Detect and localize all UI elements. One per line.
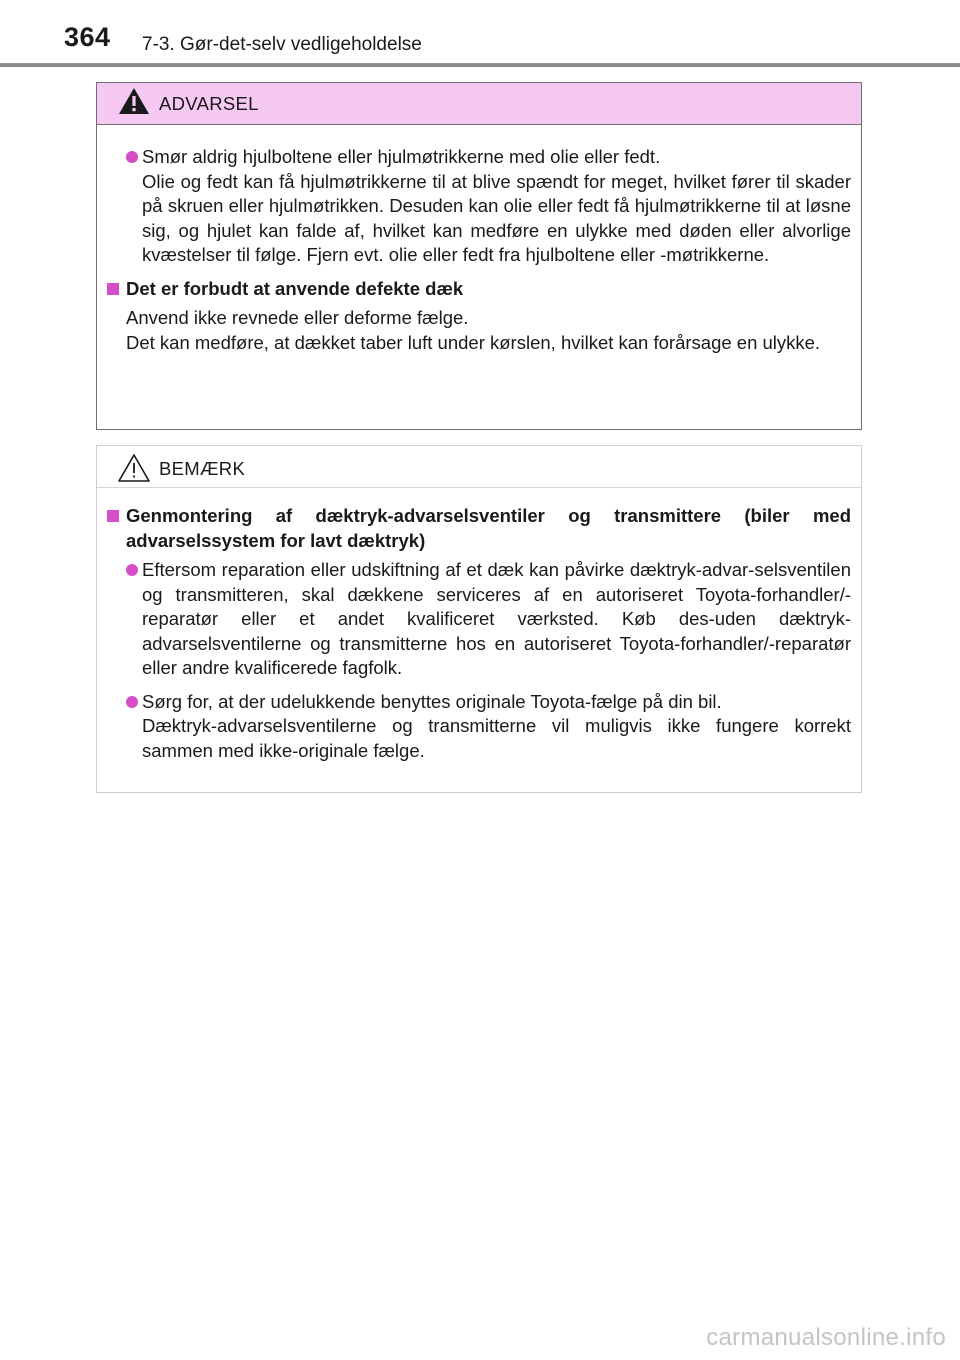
warning-sub-line2: Det kan medføre, at dækket taber luft under kørslen, hvilket kan forårsage en ulykke. — [126, 331, 821, 353]
warning-subheading-text: Det er forbudt at anvende defekte dæk — [126, 277, 464, 299]
square-bullet-icon — [107, 510, 119, 522]
warning-triangle-icon — [117, 86, 151, 116]
warning-sub-line1: Anvend ikke revnede eller deforme fælge. — [126, 307, 469, 328]
square-bullet-icon — [107, 283, 119, 295]
warning-content — [97, 145, 861, 355]
warning-box — [96, 82, 862, 430]
page-header — [0, 0, 960, 70]
note-item-2-lead: Sørg for, at der udelukkende benyttes originale Toyota-fælge på din bil. — [142, 690, 722, 712]
warning-item-body: Olie og fedt kan få hjulmøtrikkerne til at blive spændt for meget, hvilket fører til skader på skruen eller hjulmøtrikken. Desuden kan olie eller fedt få hjulmøtrikkerne til at løsne sig, og hjulet kan falde af, hvilket kan medføre en ulykke med døden eller alvorlige kvæstelser til følge. Fjern evt. olie eller fedt fra hjulboltene eller -møtrikkerne. — [142, 170, 851, 265]
note-content — [97, 504, 861, 763]
watermark: carmanualsonline.info — [706, 1324, 946, 1351]
warning-sub-body — [97, 306, 861, 355]
bullet-icon — [126, 151, 138, 163]
note-title: BEMÆRK — [159, 458, 246, 479]
note-item-1-text: Eftersom reparation eller udskiftning af et dæk kan påvirke dæktryk-advar-selsventilen og transmitteren, skal dækkene serviceres af en autoriseret Toyota-forhandler/-reparatør eller et andet kvalificeret værksted. Køb des-uden dæktryk-advarselsventilerne og transmitterne hos en autoriseret Toyota-forhandler/-reparatør eller andre kvalificerede fagfolk. — [142, 559, 851, 678]
caution-triangle-outline-icon — [117, 453, 151, 483]
note-subheading-text: Genmontering af dæktryk-advarselsventiler og transmittere (biler med advarselssystem for lavt dæktryk) — [126, 505, 851, 551]
header-rule — [0, 63, 960, 67]
note-box-header — [97, 446, 861, 488]
note-box — [96, 445, 862, 793]
note-item-2-body: Dæktryk-advarselsventilerne og transmitterne vil muligvis ikke fungere korrekt sammen med ikke-originale fælge. — [142, 715, 851, 761]
section-title: 7-3. Gør-det-selv vedligeholdelse — [142, 34, 422, 55]
bullet-icon — [126, 696, 138, 708]
warning-title: ADVARSEL — [159, 93, 259, 114]
bullet-icon — [126, 564, 138, 576]
warning-box-header — [97, 83, 861, 125]
warning-subheading — [97, 277, 861, 302]
note-subheading — [97, 504, 861, 553]
warning-item-lead: Smør aldrig hjulboltene eller hjulmøtrikkerne med olie eller fedt. — [142, 146, 661, 167]
note-item — [97, 558, 861, 681]
warning-item — [97, 145, 861, 268]
page-number: 364 — [64, 22, 111, 52]
note-item — [97, 690, 861, 764]
